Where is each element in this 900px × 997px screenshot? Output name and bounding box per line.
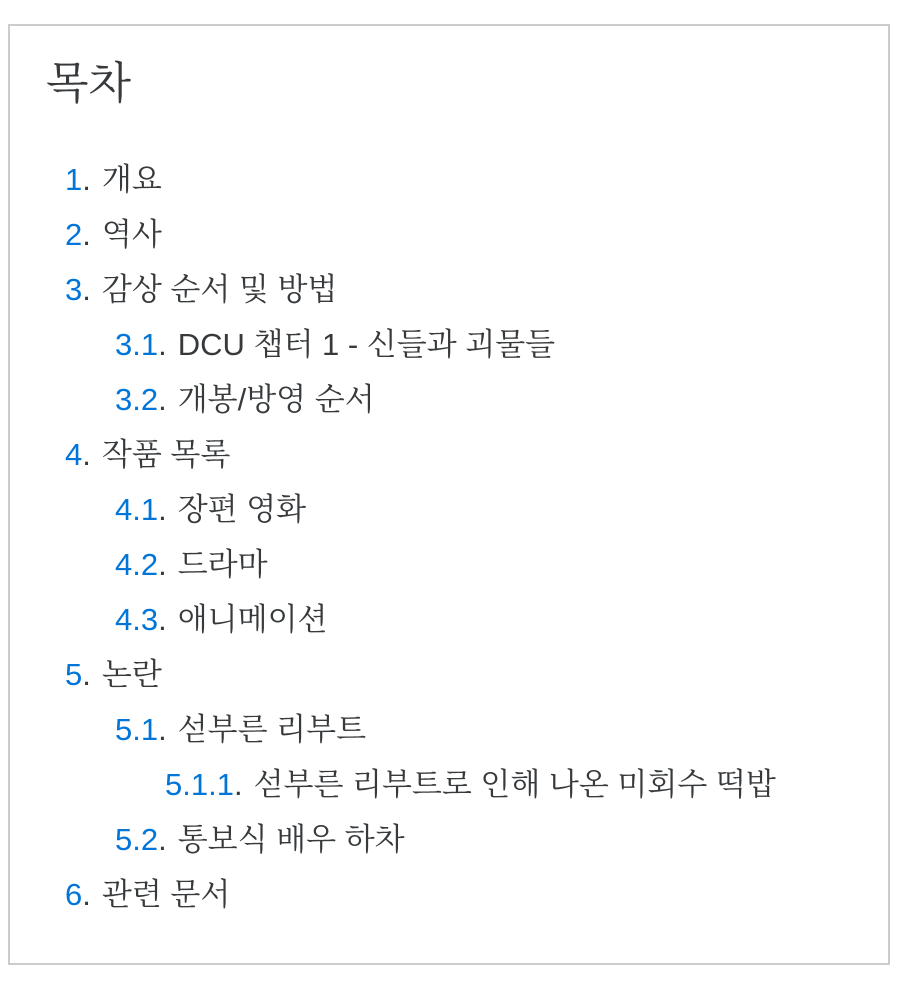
toc-item-label: 개봉/방영 순서 <box>177 382 375 417</box>
toc-item-label: 통보식 배우 하차 <box>177 822 405 857</box>
toc-item-label: 개요 <box>101 162 162 197</box>
toc-item-number-suffix: . <box>82 162 91 197</box>
toc-title: 목차 <box>46 59 132 108</box>
toc-item-number-suffix: . <box>158 822 167 857</box>
toc-item <box>46 867 868 922</box>
toc-item-label: 역사 <box>101 217 162 252</box>
toc-item-number-link[interactable]: 4 <box>65 437 83 472</box>
toc-item-number-link[interactable]: 4.1 <box>115 492 159 527</box>
table-of-contents <box>8 24 890 965</box>
toc-item-number-link[interactable]: 3.1 <box>115 327 159 362</box>
toc-item-number-link[interactable]: 3 <box>65 272 83 307</box>
toc-item <box>46 427 868 482</box>
toc-item <box>46 262 868 317</box>
toc-item-number-link[interactable]: 1 <box>65 162 83 197</box>
toc-item <box>46 317 868 372</box>
toc-item-number-suffix: . <box>158 547 167 582</box>
toc-item-number-link[interactable]: 5.1 <box>115 712 159 747</box>
toc-item-label: 논란 <box>101 657 162 692</box>
toc-item-number-link[interactable]: 6 <box>65 877 83 912</box>
toc-item <box>46 482 868 537</box>
toc-item-number-link[interactable]: 5.2 <box>115 822 159 857</box>
toc-item-label: 드라마 <box>177 547 268 582</box>
toc-item-label: 감상 순서 및 방법 <box>101 272 338 307</box>
toc-item-number-link[interactable]: 4.2 <box>115 547 159 582</box>
toc-item-number-link[interactable]: 4.3 <box>115 602 159 637</box>
toc-list <box>46 152 868 922</box>
toc-item <box>46 372 868 427</box>
toc-item-label: 애니메이션 <box>177 602 328 637</box>
toc-item-number-suffix: . <box>158 602 167 637</box>
toc-item-number-suffix: . <box>158 327 167 362</box>
toc-item-number-suffix: . <box>82 272 91 307</box>
toc-item <box>46 702 868 757</box>
toc-item-number-suffix: . <box>82 657 91 692</box>
toc-item <box>46 647 868 702</box>
toc-item-number-suffix: . <box>82 437 91 472</box>
toc-item-number-link[interactable]: 5.1.1 <box>165 767 234 802</box>
toc-item-label: 작품 목록 <box>101 437 231 472</box>
toc-item <box>46 592 868 647</box>
toc-item-label: 장편 영화 <box>177 492 307 527</box>
toc-item-label: 관련 문서 <box>101 877 231 912</box>
toc-item-number-suffix: . <box>82 877 91 912</box>
toc-item-number-link[interactable]: 2 <box>65 217 83 252</box>
toc-item-number-suffix: . <box>233 767 243 802</box>
toc-item-number-suffix: . <box>82 217 91 252</box>
toc-item-label: 섣부른 리부트 <box>177 712 367 747</box>
toc-item-number-suffix: . <box>158 492 167 527</box>
toc-item-label: 섣부른 리부트로 인해 나온 미회수 떡밥 <box>253 767 776 802</box>
toc-item-number-link[interactable]: 5 <box>65 657 83 692</box>
toc-item-number-suffix: . <box>158 382 167 417</box>
toc-item-number-link[interactable]: 3.2 <box>115 382 159 417</box>
toc-item-number-suffix: . <box>158 712 167 747</box>
toc-item <box>46 537 868 592</box>
toc-item-label: DCU 챕터 1 - 신들과 괴물들 <box>177 327 556 362</box>
toc-item <box>46 152 868 207</box>
toc-item <box>46 757 868 812</box>
toc-item <box>46 812 868 867</box>
toc-item <box>46 207 868 262</box>
